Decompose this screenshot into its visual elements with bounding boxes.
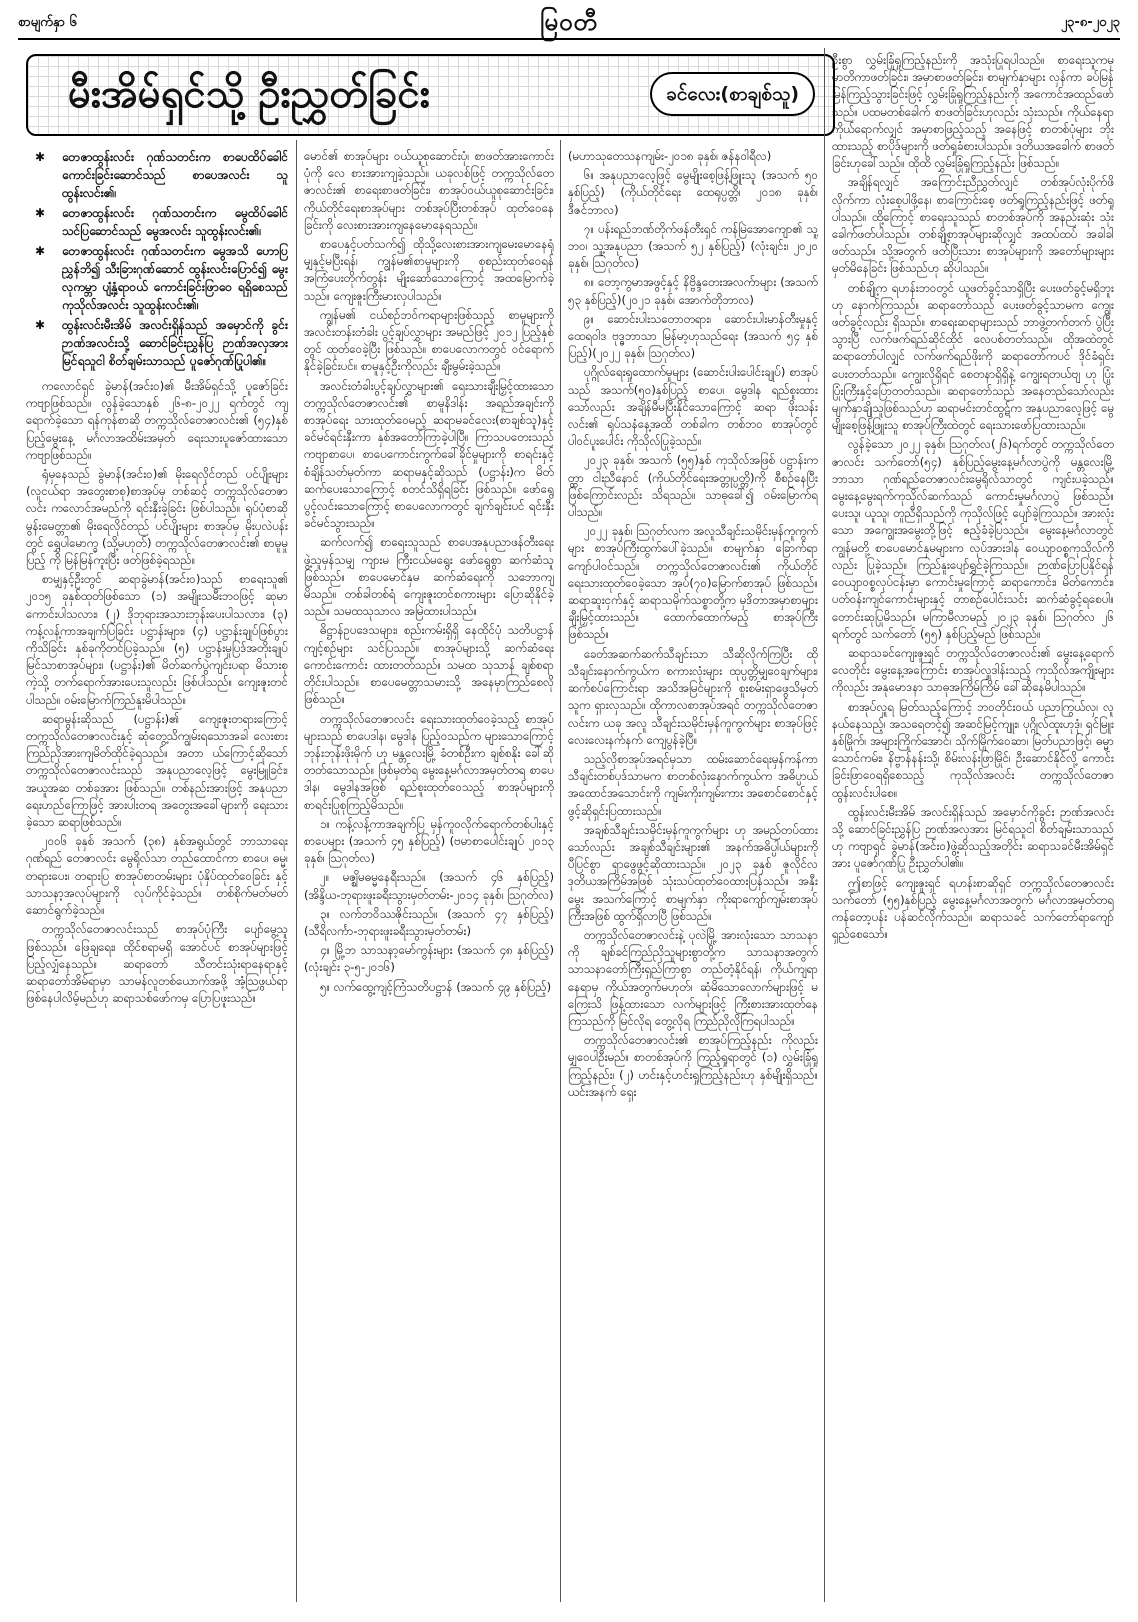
paragraph: တက္ကသိုလ်တေဇာလင်းသည် စာအုပ်ပုံကြီး ပျော်မွေ့သူ ဖြစ်သည်။ ဖြေချရေး၊ ထိုင်စရာမရှိ အောင်ပင် စာအုပ်များဖြင့် ပြည့်လျှံနေသည်။ ဆရာတော် သီတင်းသုံးရာနေရာနှင့် ဆရာတော်အိမ်ရာမှာ သာမန်လူတစ်ယောက်အဖို့ အံ့သြဖွယ်ရာဖြစ်နေပါလိမ့်မည်ဟု ဆရာသစ်ဖော်ကမှ ပြောပြဖူးသည်။ [26,922,288,1006]
paragraph: ကျွန်မ၏ ငယ်စဉ်ဘဝ်ကရာများဖြစ်သည့် စာမူများကို အလင်းတန်းတံခါး ပွင့်ချပ်လွှာများ အမည်ဖြင့် ၂၀၁၂ ပြည့်နှစ်တွင် ထုတ်ဝေခဲ့ပြီး ဖြစ်သည်။ စာပေလောကတွင် ဝင်ရောက်နိုင်ခဲ့ခြင်းပင်။ စာမူနှင့်ဦးကိုလည်း ချီးမွမ်းခဲ့သည်။ [304,307,554,374]
paragraph: ဓိဋ္ဌာန်ဥပဒေသများ၊ စည်းကမ်းရှိရှိ နေထိုင်ပုံ သတိပဋ္ဌာန်ကျင့်စဉ်များ သင်ပြသည်။ စာအုပ်များသို့ ဆက်ဆံရေးကောင်းကောင်း ထားတတ်သည်။ သမထ သုသာန် ချစ်စရာ တိုင်းပါသည်။ စာပေမေတ္တာသမားသို့ အနေမှာကြည်စေလို ဖြစ်သည်။ [304,623,554,707]
paragraph: စာပေနှင့်ပတ်သက်၍ ထိုသို့လေးစားအားကျမေးမောနေရုံမျှနှင့်မပြီးရန်၊ ကျွန်မ၏စာမူများကို စုစည်းထုတ်ဝေရန် အကြံပေးတိုက်တွန်း မျိုးဆော်သောကြောင့် အထမြောက်ခဲ့သည်။ ကျေးဇူးကြီးမားလှပါသည်။ [304,237,554,303]
page-number: စာမျက်နှာ ၆ [18,15,77,30]
paragraph: ဦးစွာ လွှမ်းခြုံရှုကြည့်နည်းကို အသုံးပြုရပါသည်။ စာရေးသူကမှ မာတိကာဖတ်ခြင်း၊ အမှာစာဖတ်ခြင်း၊ စာမျက်နှာများ လှန်ကာ ခပ်မြန်မြန်ကြည့်သွားခြင်းဖြင့် လွှမ်းခြုံရှုကြည့်နည်းကို အကောင်အထည်ဖော်သည်။ ပထမတစ်ခေါက် စာဖတ်ခြင်းဟုလည်း သုံးသည်။ ကိုယ်နေရာကိုယ်ရောက်လျှင် အမှာစာဖြည့်သည့် အနေဖြင့် စာတစ်ပုံများ ဘိုးထားသည့် စာပိုဒ်များကို ဖတ်ရှုခံစားပါသည်။ ဒုတိယအခေါက် စာဖတ်ခြင်းဟုခေါ်သည်။ ထိုထိ လွှမ်းခြုံရှုကြည့်နည်း ဖြစ်သည်။ [832,53,1114,171]
paragraph: အချိန်ရလျှင် အကြောင်းညီညွှတ်လျှင် တစ်အုပ်လုံးပိုက်ဖိလိုက်ကာ လုံးစေ့ပါဖို့နေ၊ စာကြောင်းစေ့ ဖတ်ရှုကြည့်နည်းဖြင့် ဖတ်ရှုပါသည်။ ထို့ကြောင့် စာရေးသူသည် စာတစ်အုပ်ကို အနည်းဆုံး သုံးခေါက်ဖတ်ပါသည်။ တစ်ချို့စာအုပ်များဆိုလျှင် အထပ်ထပ် အခါခါ ဖတ်သည်။ သို့အတွက် ဖတ်ပြီးသား စာအုပ်များကို အတော်များများ မှတ်မိနေခြင်း ဖြစ်သည်ဟု ဆိုပါသည်။ [832,175,1114,276]
list-item: ၂။ မဇ္ဈိမဓမ္မနေရီးသည်။ (အသက် ၄၆ နှစ်ပြည့်) (အိန္ဒိယ-ဘုရားဖူးခရီးသွားမှတ်တမ်း-၂၀၁၄ ခုနှစ်၊ သြဂုတ်လ) [304,870,554,902]
asterisk-icon: ✱ [34,206,46,220]
column-3 [568,148,818,1588]
article-title: မီးအိမ်ရှင်သို့ ဦးညွှတ်ခြင်း [68,71,430,117]
paragraph: ခေတ်အဆက်ဆက်သီချင်းသာ သီဆိုလိုက်ကြပြီး ထိုသီချင်းနောက်ကွယ်က စကားလုံးများ ထုပ္ပတ္တိမျှဝေချက်များ၊ ဆက်စပ်ကြောင်းရာ အသိအမြင်များကို စူးစမ်းရှာဖွေသိမှတ်သူက ရှားလှသည်။ ထိုကာလစာအုပ်အရင် တက္ကသိုလ်တေဇာလင်းက ယခု အလူ သီချင်းသမိုင်းမှန်ကူကွက်များ စာအုပ်ဖြင့် လေးလေးနက်နက် ကျေပွန်ခဲ့ပြီ။ [568,646,818,747]
paragraph: ၂၀၀၆ ခုနှစ် အသက် (၃၈) နှစ်အရွယ်တွင် ဘာသာရေးဂုဏ်ရည် တေဇာလင်း မွေရိုလ်သာ တည်ထောင်ကာ စာပေ၊ ဓမ္မ၊ တရားပေး၊ တရားပြ စာအုပ်စာတမ်းများ ပုံနှိပ်ထုတ်ဝေခြင်း နှင့် သာသနာ့အလုပ်များကို လုပ်ကိုင်ခဲ့သည်။ တစ်စိုက်မတ်မတ် ဆောင်ရွက်ခဲ့သည်။ [26,834,288,918]
list-item: ၅။ လက်ထွေ့ကျင့်ကြံသတိပဋ္ဌာန် (အသက် ၄၉ နှစ်ပြည့်) [320,979,552,994]
issue-date: ၂၃-၈-၂၀၂၃ [1060,15,1120,30]
header-rule [18,38,1120,40]
paragraph: ဆရာသခင်ကျေးဇူးရှင် တက္ကသိုလ်တေဇာလင်း၏ မွေးနေ့ရောက်လေတိုင်း မွေးနေ့အကြောင်း စာအုပ်လှူဒါန်းသည့် ကုသိုလ်အကျိုးများကိုလည်း အနုမောဒနာ သာဓုအကြိမ်ကြိမ် ခေါ်ဆိုနေမိပါသည်။ [832,645,1114,695]
poem-stanza: ✱ တေဇာထွန်းလင်း ဂုဏ်သတင်းက မွေထိပ်ခေါင် သင်ပြဆောင်သည် မွေအလင်း သူထွန်းလင်း၏၊ [26,204,288,240]
poem-stanza: ✱ တေဇာထွန်းလင်း ဂုဏ်သတင်းက စာပေထိပ်ခေါင် ကောင်းခြင်းဆောင်သည် စာပေအလင်း သူထွန်းလင်း၏၊ [26,148,288,202]
column-divider [560,140,561,1602]
paragraph: ဆရာမွန်းဆိုသည် (ပဋ္ဌာန်း)၏ ကျေးဇူးတရားကြောင့် တက္ကသိုလ်တေဇာလင်းနှင့် ဆုံတွေ့သိကျွမ်းရသောအခါ လေးစားကြည်ညိုအားကျမိတ်ထိုင်ခဲ့ရသည်။ အတာ ယ်ကြောင့်ဆိုသော် တက္ကသိုလ်တေဇာလင်းသည် အနုပညာလေ့ဖြင့် မွေးမြူခြင်း၊ အယူအဆ တစ်ခုအား ဖြစ်သည်။ တစ်နည်းအားဖြင့် အနုပညာရေးဟည်ကြောဖြင့် အားပါးတရ အတွေးအခေါ်များကို ရေးသားခဲ့သော ဆရာဖြစ်သည်။ [26,711,288,830]
article-author: ခင်လေး(စာချစ်သူ) [650,72,815,116]
paragraph: တက္ကသိုလ်တေဇာလင်း၏ စာအုပ်ကြည့်နည်း ကိုလည်း မျှဝေပါဦးမည်။ စာတစ်အုပ်ကို ကြည့်ရှုရာတွင် (၁) လွှမ်းခြုံရှုကြည့်နည်း၊ (၂) ဟင်းနှင့်ဟင်းရှုကြည့်နည်းဟု နှစ်မျိုးရှိသည်။ ယင်းအနက် ရှေး [568,1033,818,1099]
asterisk-icon: ✱ [34,244,46,258]
list-item: ၈။ တော့ကွမာအဖွင့်နှင့် နိဗ္ဗိန္ဒတေးအလက်ာများ (အသက် ၅၃ နှစ်ပြည့်)(၂၀၂၁ ခုနှစ်၊ အောက်တိုဘာလ) [568,275,818,307]
asterisk-icon: ✱ [34,150,46,164]
paragraph: ၂၀၂၃ ခုနှစ်၊ အသက် (၅၅)နှစ် ကုသိုလ်အဖြစ် ပဋ္ဌာန်းကတ္ထာ ငါးညီနောင် (ကိုယ်တိုင်ရေးအတ္တုပ္ပတ္တိ)ကို စီစဉ်နေပြီးဖြစ်ကြောင်းလည်း သိရသည်။ သာဓုခေါ်၍ ဝမ်းမြောက်ရပါသည်။ [568,453,818,520]
intro-poem [26,148,288,370]
list-item: ၉။ ဆောင်းပါးသတောတရား၊ ဆောင်းပါးမာန်တီးမှုနှင့် ထေရဝါဒ ဗုဒ္ဓဘာသာ မြန်မာ့ဟုသည်ရေး (အသက် ၅၄ နှစ်ပြည့်)(၂၀၂၂ ခုနှစ်၊ သြဂုတ်လ) [568,311,818,361]
newspaper-logo: မြဝတီ [540,8,598,36]
paragraph: တက္ကသိုလ်တေဇာလင်းနဲ့ ပုလဲမြို့ အားလုံးသော သာသနာကို ချစ်ခင်ကြည်ညိုသူများစွာတို့က သာသနာအတွက် သာသနာတော်ကြီးရှည်ကြာစွာ တည်တံ့နိုင်ရန်၊ ကိုယ်ကျရာနေရာမှ ကိုယ်အတွက်မဟုတ်၊ ဆုံမိသောလောက်များဖြင့် မကြေးသိ ဖြန့်ထားသော လက်များဖြင့် ကြီးစားအားထုတ်နေကြသည်ကို မြင်လိုရ တွေ့လိုရ ကြည်ညိုလိုကြရပါသည်။ [568,927,818,1028]
paragraph: ထွန်းလင်းမီးအိမ် အလင်းရှိန်သည် အမှောင်ကိုခွင်း ဉာဏ်အလင်းသို့ ဆောင်ခြင်းညွှန်ပြ ဉာဏ်အလှအား မြင်ရသူငါ စိတ်ချမ်းသာသည် ဟု ကဗျာရှင် ခွဲမာန်(အင်း၀)ဖွဲ့ဆိုသည့်အတိုင်း ဆရာသခင်မီးအိမ်ရှင်အား ပူဇော်ဂုဏ်ပြု ဦးညွှတ်ပါ၏။ [832,804,1114,871]
paragraph: စာအုပ်လှူရ မြတ်သည့်ကြောင့် ဘဝတိုင်းဝယ် ပညာကြွယ်လှ၊ လူနယ်နေသည့်၊ အသရေတင့်၍ အဆင်မြင့်ကျူး၊ ပုဂ္ဂိုလ်ထူးဟုဒုံ၊ ရှင်မြူးနှစ်မြိုက်၊ အများကြိုက်အောင်၊ သိုက်မြိုက်ဝေဆာ၊ မြတ်ပညာဖြင့်၊ ဓမ္မာသောင်ကမ်း၊ နိဗ္ဗာန်နန်းသို့၊ စိမ်းလန်းဖြာမြိုင်၊ ဦးဆောင်နိုင်လို့ ကောင်းခြင်းဖြာဝေရရှိစေသည့် ကုသိုလ်အလင်း တက္ကသိုလ်တေဇာ ထွန်းလင်းပါစေ။ [832,699,1114,800]
column-divider [824,48,825,1602]
paragraph: အလင်းတံခါးပွင့်ချပ်လွှာများ၏ ရေးသားချီးမြှင့်ထားသော တက္ကသိုလ်တေဇာလင်း၏ စာမူနိဒါန်း အရည်အချင်းကို စာအုပ်ရေး သားထုတ်ဝေမည့် ဆရာမခင်လေး(စာချစ်သူ)နှင့် ခင်မင်ရင်းနှီးကာ နှစ်အတော်ကြာခဲ့ပါပြီ။ ကြာသပတေးသည် ကဗျာစာပေ၊ စာပေကောင်းကွက်ခေါ်ခိုင်မှုများကို စာရင်းနှင့်စံချိန်သတ်မှတ်ကာ ဆရာမနှင့်ဆိုသည် (ပဋ္ဌာန်း)က မိတ်ဆက်ပေးသောကြောင့် စတင်သိရှိရခြင်း ဖြစ်သည်။ ဖော်ရွေပွင့်လင်းသောကြောင့် စာပေလောကတွင် ချက်ချင်းပင် ရင်းနှီးခင်မင်သွားသည်။ [304,378,554,531]
paragraph: သည့်လိုစာအုပ်အရင်မှသာ ထမ်းဆောင်ရေးမှန်ကန်ကာ သီချင်းတစ်ပုဒ်သာမက စာတစ်လုံးနောက်ကွယ်က အဓိပ္ပာယ်အထောင်အသောင်းကို ကျမ်းကိုးကျမ်းကား အစောင်စောင်နှင့် ဖွင့်ဆိုရှင်းပြထားသည်။ [568,751,818,818]
page-header [18,6,1120,40]
list-item: ၆။ အနုပညာလေ့ဖြင့် မွေမျိုးစေ့ဖြန့်ဖြူးသူ (အသက် ၅၀ နှစ်ပြည့်) (ကိုယ်တိုင်ရေး ထေရုပ္ပတ္တိ၊ ၂၀၁၈ ခုနှစ်၊ ဒီဇင်ဘာလ) [568,168,818,217]
poem-stanza: ✱ တေဇာထွန်းလင်း ဂုဏ်သတင်းက မွေအသိ ဟောပြ ညွှန်ဘိ၍ သီးခြားဂုဏ်ဆောင် ထွန်းလင်းပြောင်၍ မွေးလုကမ္ဘာ ပျံ့နှံ့ရာဝယ် ကောင်းခြင်းဖြာဝေ ရရှိစေသည် ကုသိုလ်အလင်း သူထွန်းလင်း၏၊ [26,242,288,314]
paragraph: ရုံမှနေသည် ခွဲမာန်(အင်း၀)၏ မိုးရေလိုင်တည် ပင်ပျိုးများ (လူငယ်ရာ အတွေးစာစု)စာအုပ်မှ တစ်ဆင့် တက္ကသိုလ်တေဇာလင်း ကလောင်အမည်ကို ရင်းနှီးခဲ့ခြင်း ဖြစ်ပါသည်။ ရုပ်ပုံစာဆို မွန်းမေတ္တာ၏ မိုးရေလိုင်တည် ပင်ပျိုးများ စာအုပ်မှ မိုးပုလဲပန်းတွင် ရွှေပါမောက္ခ (သို့မဟုတ်) တက္ကသိုလ်တေဇာလင်း၏ စာမူမှုပြည့် ကို မြန်မြန်ကူးပြီး ဖတ်ဖြစ်ခဲ့ရသည်။ [26,467,288,568]
column-4 [832,52,1114,1592]
paragraph: မောင်၏ စာအုပ်များ ဝယ်ယူစုဆောင်းပုံ၊ စာဖတ်အားကောင်းပုံကို လေ စားအားကျခဲ့သည်။ ယခုလစ်ဖြင့် တက္ကသိုလ်တေဇာလင်း၏ စာရေးစာဖတ်ခြင်း၊ စာအုပ်ဝယ်ယူစုဆောင်းခြင်း၊ ကိုယ်တိုင်ရေးစာအုပ်များ တစ်အုပ်ပြီးတစ်အုပ် ထုတ်ဝေနေခြင်းကို လေးစားအားကျနေမောနေရသည်။ [304,149,554,232]
paragraph: တက္ကသိုလ်တေဇာလင်း ရေးသားထုတ်ဝေခဲ့သည့် စာအုပ်များသည် စာပေဒါန၊ မွေဒါန ပြည့်ဝသည်က များသောကြောင့် ဘုန်းဘုန်းဖိုးမိုက် ဟု မန္တလေးမြို့ ခံတစ်ဦးက ချစ်စနိုး ခေါ်ဆိုတတ်သောသည်။ ဖြစ်မှတ်ရ မွေးနေ့မင်္ဂလာအမှတ်တရ စာပေဒါန၊ မွေဒါနအဖြစ် ရည်စူးထုတ်ဝေသည့် စာအုပ်များကို စာရင်းပြုစုကြည့်မိသည်။ [304,711,554,812]
poem-stanza: ✱ ထွန်းလင်းမီးအိမ် အလင်းရှိန်သည် အမှောင်ကို ခွင်း ဉာဏ်အလင်းသို့ ဆောင်ခြင်းညွှန်ပြ ဉာဏ်အလှအား မြင်ရသူငါ စိတ်ချမ်းသာသည် ပူဇော်ဂုဏ်ပြုပါ၏။ [26,316,288,370]
paragraph: ပုဂ္ဂိုလ်ရေးရှုထောက်မှုများ (ဆောင်းပါးပေါင်းချုပ်) စာအုပ်သည် အသက်(၅၀)နှစ်ပြည့် စာပေ၊ မွေဒါန ရည်စူးထားသော်လည်း အချိန်မီမပြီးနိုင်သောကြောင့် ဆရာ ဖိုးသန်းလင်း၏ ရုပ်သနံနေ့အထိ တစ်ခါက တစ်ဘဝ စာအုပ်တွင် ပါဝင်ပူးပေါင်း ကိုသိုလ်ပြုခဲ့သည်။ [568,365,818,449]
paragraph: အချစ်သီချင်းသမိုင်းမှန်ကူကွက်များ ဟု အမည်တပ်ထားသော်လည်း အချစ်သီချင်းများ၏ အနက်အဓိပ္ပါယ်များကို ပီပြင်စွာ ရှာဖွေဖွင့်ဆိုထားသည်။ ၂၀၂၃ ခုနှစ် ဇူလိုင်လ ဒုတိယအကြိမ်အဖြစ် သုံးသပ်ထုတ်ဝေထားပြန်သည်။ အနှီးမွေး အသက်ကြောင့် စာမျက်နှာ ကိုးရာကျော်ကျမ်းစာအုပ်ကြီးအဖြစ် ထွက်ရှိလာပြီ ဖြစ်သည်။ [568,822,818,923]
paragraph: ကလောင်ရှင် ခွဲမာန်(အင်း၀)၏ မီးအိမ်ရှင်သို့ ပူဇော်ခြင်း ကဗျာဖြစ်သည်။ လွန်ခဲ့သောနှစ် ၂၆-၈-၂၀၂၂ ရက်တွင် ကျရောက်ခဲ့သော ရန်ကုန်စာဆို တက္ကသိုလ်တေဇာလင်း၏ (၅၄)နှစ်ပြည့်မွေးနေ့ မင်္ဂလာအထိမ်းအမှတ် ရေးသားပူဇော်ထားသော ကဗျာဖြစ်သည်။ [26,379,288,462]
paragraph: စာမျှနှင့်ဦးတွင် ဆရာခွဲမာန်(အင်း၀)သည် စာရေးသူ၏ ၂၀၁၅ ခုနှစ်ထုတ်ဖြစ်သော (၁) အမျိုးသမီးဘဝဖြင့် ဆုမာကောင်းပါသလား၊ (၂) ဒိုဘုရားအသားဘုန်းပေးပါသလား၊ (၃) ကန့်လန့်ကာအချက်ပြခြင်း ပဋ္ဌာန်းများ၊ (၄) ပဋ္ဌာန်းချုပ်ဖြစ်ပွားကိုသိခြင်း နှစ်ခုကိုတင်ပြခဲ့သည်။ (၅) ပဋ္ဌာန်းမှုပြဒ်အတိုးချုပ် မြင်သာစာအုပ်များ၊ (ပဋ္ဌာန်း)၏ မိတ်ဆက်ပွဲကျင်းပရာ မိသားစုကဲ့သို့ တက်ရောက်အားပေးသူလည်း ဖြစ်ပါသည်။ ကျေးဇူးတင်ပါသည်။ ဝမ်းမြောက်ကြည်နူးမိပါသည်။ [26,572,288,707]
paragraph: ဆက်လက်၍ စာရေးသူသည် စာပေအနုပညာဖန်တီးရေးဖွဲ့သူမှန်သမျှ ကျားမ ကြီးငယ်မရွေး ဖော်ရွေစွာ ဆက်ဆံသူဖြစ်သည်။ စာပေမောင်နှမ ဆက်ဆံရေးကို သဘောကျမိသည်။ တစ်ခါတစ်ရံ ကျေးဇူးတင်စကားများ ပြောဆိုနိုင်ခဲ့သည်။ သမထသုသာလ အမြဲထားပါသည်။ [304,535,554,619]
list-item: ၇။ ပန်းရည်ဘဏ်တိုက်ဖန်တီးရှင် ကန်မြဲအောကျော၏ သူ့ဘဝ၊ သူ့အနုပညာ (အသက် ၅၂ နှစ်ပြည့်) (လုံးချင်း၊ ၂၀၂၀ ခုနှစ်၊ သြဂုတ်လ) [568,221,818,271]
paragraph: ဤစာဖြင့် ကျေးဇူးရှင် ရဟန်းစာဆိုရှင် တက္ကသိုလ်တေဇာလင်း သက်တော် (၅၅)နှစ်ပြည့် မွေးနေ့မင်္ဂလာအတွက် မင်္ဂလာအမှတ်တရ ကန်တော့ပန်း ပန်ဆင်လိုက်သည်။ ဆရာသခင် သက်တော်ရာကျော် ရှည်စေသော်။ [832,875,1114,942]
paragraph: တစ်ချို့က ရဟန်းဘဝတွင် ယူဖတ်ခွင့်သာရှိပြီး ပေးဖတ်ခွင့်မရှိဘူးဟု နောက်ကြသည်။ ဆရာတော်သည် ပေးဖတ်ခွင့်သာမက ကျွေးဖတ်ခွင့်လည်း ရှိသည်။ စာရေးဆရာများသည် ဘာဖွဲ့တက်တက် ပွဲပြီးသွားပြီ လက်ဖက်ရည်ဆိုင်ထိုင် လေပစ်တတ်သည်။ ထိုအထဲတွင် ဆရာတော်ပါလျှင် လက်ဖက်ရည်ဖိုးကို ဆရာတော်ကပင် ဒိုင်ခံရှင်းပေးတတ်သည်။ ကျွေးလိုရှိရင် စေတနာရှိရှိနဲ့ ကျွေးရတယ်ဗျ ဟု ပြုံးပြုံးကြီးနှင့်ပြောတတ်သည်။ ဆရာတော်သည် အနေတည်သော်လည်း မျက်နှာချိုသူဖြစ်သည်ဟု ဆရာမင်းတင်ထွဋ်က အနုပညာလေ့ဖြင့် မွေမျိုးစေ့ဖြန့်ဖြူးသူ စာအုပ်ကြီးထဲတွင် ရေးသားဖော်ပြထားသည်။ [832,280,1114,433]
column-1 [26,148,288,1588]
asterisk-icon: ✱ [34,318,46,332]
list-item: ၃။ လက်ဘဝိဿဇိုင်းသည်။ (အသက် ၄၇ နှစ်ပြည့်) (သီရိလင်္ကာ-ဘုရားဖူးခရီးသွားမှတ်တမ်း) [304,906,554,938]
list-item: ၁။ ကန့်လန့်ကာအချက်ပြ မှန်ကူဝလိုက်ရောက်တစ်ပါးနှင့်စာပေများ (အသက် ၄၅ နှစ်ပြည့်) (ဗမာစာပေါင်းချုပ် ၂၀၁၃ ခုနှစ်၊ သြဂုတ်လ) [304,816,554,866]
column-2 [304,148,554,1588]
paragraph: လွန်ခဲ့သော ၂၀၂၂ ခုနှစ်၊ သြဂုတ်လ(၂၆)ရက်တွင် တက္ကသိုလ်တေဇာလင်း သက်တော်(၅၄) နှစ်ပြည့်မွေးနေ့မင်္ဂလာပွဲကို မန္တလေးမြို့ ဘာသာ ဂုဏ်ရည်တေဇာလင်းမွေရိုလ်သာတွင် ကျင်းပခဲ့သည်။ မွေးနေ့မွေးရက်ကုသိုလ်ဆက်သည် ကောင်းမှုမင်္ဂလာပွဲ ဖြစ်သည်။ ပေးသူ၊ ယူသူ၊ တူညီရှိသည်ကို ကုသိုလ်ဖြင့် ပျော်ခဲ့ကြသည်။ အားလုံးသော အကျွေးအမွေးတို့ဖြင့် ဧည့်ခံခဲ့ပြသည်။ မွေးနေ့မင်္ဂလာတွင် ကျွန်မတို့ စာပေမောင်နှမများက လုပ်အားဒါန ဝေယျာဝစ္စကုသိုလ်ကိုလည်း ပြုခဲ့သည်။ ကြည်နူးပျော်ရွှင်ခဲ့ကြသည်။ ဉာဏ်ပြောပြနိုင်ရန် ဝေယျာဝစ္စလုပ်ငန်းမှာ ကောင်းမှုကြောင့် ဆရာကောင်း၊ မိတ်ကောင်း၊ ပတ်ဝန်းကျင်ကောင်းများနှင့် တာစဉ်ပေါင်းသင်း ဆက်ဆံခွင့်ရစေပါ။ တောင်းဆုပြုမိသည်။ မကြာမီလာမည့် ၂၀၂၃ ခုနှစ်၊ ဩဂုတ်လ ၂၆ ရက်တွင် သက်တော် (၅၅) နှစ်ပြည့်မည် ဖြစ်သည်။ [832,437,1114,641]
article-title-box [26,54,835,136]
paragraph: ၂၀၂၂ ခုနှစ်၊ သြဂုတ်လက အလူသီချင်းသမိုင်းမှန်ကူကွက်များ စာအုပ်ကြီးထွက်ပေါ်ခဲ့သည်။ စာမျက်နှာ ခြောက်ရာကျော်ပါဝင်သည်။ တက္ကသိုလ်တေဇာလင်း၏ ကိုယ်တိုင်ရေးသားထုတ်ဝေခဲ့သော အုပ်(၇၀)မြောက်စာအုပ် ဖြစ်သည်။ ဆရာဆူးငှက်နှင့် ဆရာသမိုက်သစ္စာတို့က မှဒိတာအမှာစာများ ချီးမြှင့်ထားသည်။ ထောက်ထောက်မည့် စာအုပ်ကြီး ဖြစ်သည်။ [568,524,818,642]
column-divider [296,140,297,1602]
paragraph: (မဟာသုတေသနကျမ်း-၂၀၁၈ ခုနှစ်၊ ဇန်နဝါရီလ) [568,149,772,163]
list-item: ၄။ မြို့ဘ သာသနာ့မော်ကွန်းများ (အသက် ၄၈ နှစ်ပြည့်) (လုံးချင်း ၃-၅-၂၀၁၆) [304,943,554,975]
